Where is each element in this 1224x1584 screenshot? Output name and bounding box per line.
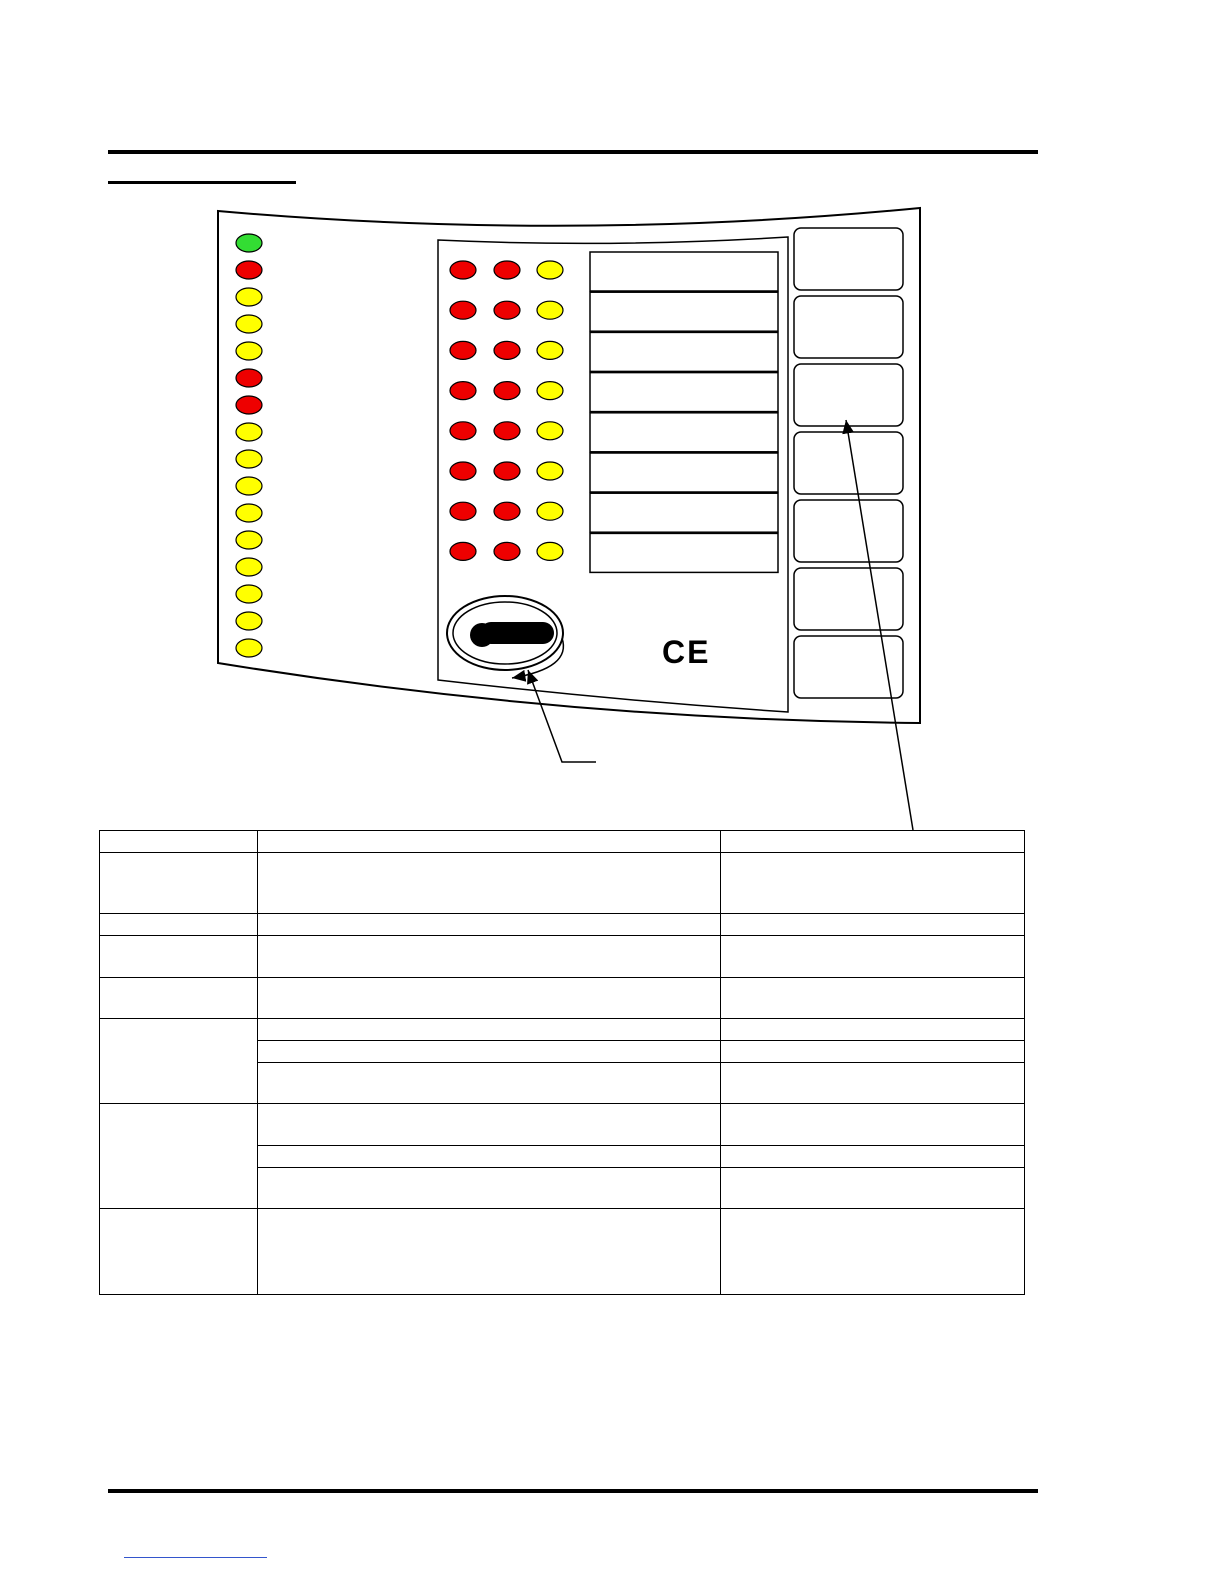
side-button-column bbox=[794, 228, 903, 698]
zone-led-red bbox=[494, 301, 520, 319]
table-row bbox=[100, 853, 1025, 914]
table-cell bbox=[257, 1168, 721, 1209]
table-cell bbox=[257, 1146, 721, 1168]
ce-mark-text: CE bbox=[662, 634, 711, 670]
panel-control-button[interactable] bbox=[794, 568, 903, 630]
zone-led-red bbox=[494, 341, 520, 359]
zone-led-red bbox=[494, 462, 520, 480]
table-cell bbox=[100, 853, 258, 914]
zone-led-red bbox=[494, 261, 520, 279]
table-cell bbox=[100, 978, 258, 1019]
status-led-yellow bbox=[236, 342, 262, 360]
table-cell bbox=[100, 936, 258, 978]
table-cell bbox=[721, 853, 1025, 914]
status-led-red bbox=[236, 261, 262, 279]
panel-control-button[interactable] bbox=[794, 500, 903, 562]
status-led-yellow bbox=[236, 477, 262, 495]
table-cell bbox=[721, 1041, 1025, 1063]
zone-label-box bbox=[590, 292, 778, 331]
zone-led-yellow bbox=[537, 422, 563, 440]
status-led-green bbox=[236, 234, 262, 252]
table-cell bbox=[257, 1104, 721, 1146]
zone-led-red bbox=[450, 301, 476, 319]
status-led-yellow bbox=[236, 639, 262, 657]
zone-label-box bbox=[590, 453, 778, 492]
status-led-yellow bbox=[236, 558, 262, 576]
table-cell bbox=[257, 1063, 721, 1104]
table-cell bbox=[721, 1104, 1025, 1146]
zone-label-box bbox=[590, 533, 778, 572]
zone-led-red bbox=[494, 542, 520, 560]
status-led-yellow bbox=[236, 423, 262, 441]
status-led-yellow bbox=[236, 315, 262, 333]
table-cell bbox=[100, 1209, 258, 1295]
table-cell bbox=[100, 1104, 258, 1209]
table-row bbox=[100, 1209, 1025, 1295]
table-cell bbox=[721, 1019, 1025, 1041]
table-cell bbox=[721, 1146, 1025, 1168]
table-cell bbox=[721, 936, 1025, 978]
table-cell bbox=[257, 914, 721, 936]
status-led-yellow bbox=[236, 288, 262, 306]
zone-label-box bbox=[590, 373, 778, 412]
table-row bbox=[100, 978, 1025, 1019]
panel-control-button[interactable] bbox=[794, 364, 903, 426]
status-led-yellow bbox=[236, 612, 262, 630]
zone-led-red bbox=[494, 502, 520, 520]
zone-led-yellow bbox=[537, 502, 563, 520]
table-cell bbox=[257, 1019, 721, 1041]
table-row bbox=[100, 1104, 1025, 1146]
table-cell bbox=[257, 978, 721, 1019]
status-led-yellow bbox=[236, 450, 262, 468]
zone-led-yellow bbox=[537, 261, 563, 279]
zone-led-yellow bbox=[537, 301, 563, 319]
zone-led-red bbox=[450, 261, 476, 279]
zone-led-red bbox=[450, 462, 476, 480]
zone-led-yellow bbox=[537, 341, 563, 359]
zone-led-red bbox=[450, 382, 476, 400]
zone-led-red bbox=[450, 422, 476, 440]
table-cell bbox=[100, 914, 258, 936]
table-cell bbox=[257, 936, 721, 978]
panel-control-button[interactable] bbox=[794, 228, 903, 290]
status-led-yellow bbox=[236, 585, 262, 603]
zone-label-boxes bbox=[590, 252, 778, 572]
table-cell bbox=[100, 1019, 258, 1104]
zone-label-box bbox=[590, 252, 778, 291]
table-cell bbox=[721, 1209, 1025, 1295]
zone-label-box bbox=[590, 493, 778, 532]
table-cell bbox=[721, 914, 1025, 936]
table-cell bbox=[257, 831, 721, 853]
table-cell bbox=[721, 1063, 1025, 1104]
zone-led-red bbox=[494, 422, 520, 440]
zone-label-box bbox=[590, 332, 778, 371]
zone-led-yellow bbox=[537, 542, 563, 560]
status-led-yellow bbox=[236, 531, 262, 549]
footer-link-underline[interactable] bbox=[124, 1557, 267, 1558]
table-cell bbox=[721, 1168, 1025, 1209]
panel-control-button[interactable] bbox=[794, 296, 903, 358]
reference-table bbox=[99, 830, 1025, 1295]
table-cell bbox=[257, 1209, 721, 1295]
ce-mark-icon bbox=[662, 634, 710, 670]
table-cell bbox=[100, 831, 258, 853]
status-led-red bbox=[236, 369, 262, 387]
zone-led-red bbox=[494, 382, 520, 400]
table-cell bbox=[257, 1041, 721, 1063]
status-led-yellow bbox=[236, 504, 262, 522]
zone-led-red bbox=[450, 341, 476, 359]
status-led-red bbox=[236, 396, 262, 414]
panel-control-button[interactable] bbox=[794, 432, 903, 494]
table-cell bbox=[721, 978, 1025, 1019]
zone-led-yellow bbox=[537, 382, 563, 400]
table-row bbox=[100, 914, 1025, 936]
table-cell bbox=[257, 853, 721, 914]
zone-led-red bbox=[450, 502, 476, 520]
table-row bbox=[100, 1019, 1025, 1041]
zone-label-box bbox=[590, 413, 778, 452]
table-row bbox=[100, 936, 1025, 978]
table-cell bbox=[721, 831, 1025, 853]
table-row bbox=[100, 831, 1025, 853]
zone-led-red bbox=[450, 542, 476, 560]
footer-rule bbox=[108, 1489, 1038, 1493]
zone-led-yellow bbox=[537, 462, 563, 480]
